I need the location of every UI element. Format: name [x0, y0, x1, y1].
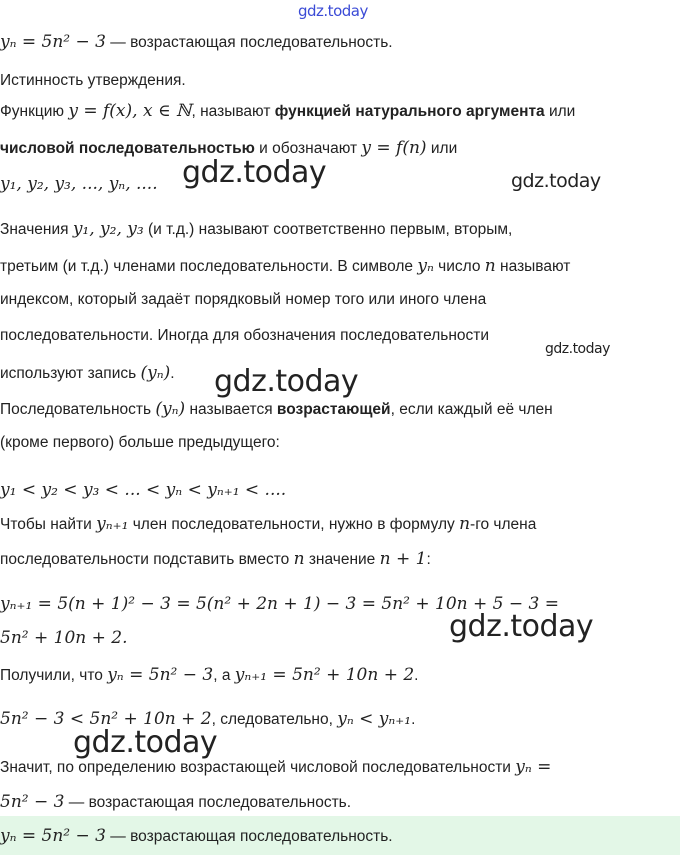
text: Чтобы найти	[0, 516, 97, 533]
watermark-top: gdz.today	[298, 2, 368, 20]
values-line-4: последовательности. Иногда для обозначения последовательности	[0, 327, 490, 344]
bold-term: числовой последовательностью	[0, 140, 255, 157]
values-line-2	[0, 256, 680, 276]
text: , а	[213, 667, 235, 684]
text: — возрастающая последовательность.	[64, 794, 352, 811]
formula: y₁ < y₂ < y₃ < ... < yₙ < yₙ₊₁ < ....	[0, 480, 287, 500]
heading-line	[0, 32, 680, 52]
formula: y₁, y₂, y₃	[72, 219, 144, 239]
definition-line-1	[0, 101, 680, 121]
compare-line	[0, 709, 680, 729]
formula: yₙ	[417, 256, 434, 276]
text: последовательности подставить вместо	[0, 551, 294, 568]
values-line-5	[0, 363, 680, 383]
watermark: gdz.today	[214, 364, 359, 399]
text: третьим (и т.д.) членами последовательности. В символе	[0, 258, 418, 275]
bold-term: функцией натурального аргумента	[274, 103, 545, 120]
formula: yₙ =	[515, 757, 552, 777]
definition-line-2	[0, 138, 680, 158]
find-line-1	[0, 514, 680, 534]
formula: yₙ₊₁	[96, 514, 129, 534]
formula: y = f(n)	[361, 138, 427, 158]
text: .	[411, 711, 416, 728]
text: член последовательности, нужно в формулу	[128, 516, 460, 533]
formula: (yₙ)	[155, 399, 186, 419]
watermark: gdz.today	[545, 341, 610, 357]
formula: y₁, y₂, y₃, ..., yₙ, ....	[0, 174, 158, 194]
text: (и т.д.) называют соответственно первым, вторым,	[143, 221, 513, 238]
definition-line-3	[0, 174, 680, 194]
text: Значения	[0, 221, 73, 238]
watermark: gdz.today	[73, 725, 218, 760]
formula: yₙ₊₁ = 5n² + 10n + 2	[234, 665, 415, 685]
text: Функцию	[0, 103, 69, 120]
formula: yₙ < yₙ₊₁	[337, 709, 412, 729]
text: , если каждый её член	[390, 401, 553, 418]
formula: n	[484, 256, 496, 276]
section-title: Истинность утверждения.	[0, 72, 186, 89]
text: :	[426, 551, 431, 568]
text: .	[170, 365, 175, 382]
values-line-3: индексом, который задаёт порядковый номер того или иного члена	[0, 291, 487, 308]
increasing-line-1	[0, 399, 680, 419]
text: Получили, что	[0, 667, 108, 684]
formula: yₙ = 5n² − 3	[107, 665, 214, 685]
conclusion-line-1	[0, 757, 680, 777]
values-line-1	[0, 219, 680, 239]
calc-line-1	[0, 594, 680, 614]
formula: y = f(x), x ∈ ℕ	[68, 101, 192, 121]
text: используют запись	[0, 365, 141, 382]
conclusion-line-2	[0, 792, 680, 812]
text: Последовательность	[0, 401, 156, 418]
formula: n + 1	[379, 549, 427, 569]
text: , называют	[191, 103, 275, 120]
text: -го члена	[470, 516, 537, 533]
watermark: gdz.today	[182, 155, 327, 190]
answer-text: — возрастающая последовательность.	[106, 828, 393, 845]
formula: 5n² − 3 < 5n² + 10n + 2	[0, 709, 212, 729]
find-line-2	[0, 549, 680, 569]
text: , следовательно,	[211, 711, 338, 728]
got-line	[0, 665, 680, 685]
formula: 5n² − 3	[0, 792, 65, 812]
heading-text: — возрастающая последовательность.	[106, 34, 393, 51]
answer-formula: yₙ = 5n² − 3	[0, 826, 106, 846]
text: называют	[495, 258, 571, 275]
calc-line-2	[0, 628, 680, 648]
text: значение	[304, 551, 380, 568]
bold-term: возрастающей	[276, 401, 391, 418]
watermark: gdz.today	[511, 170, 601, 192]
text: .	[414, 667, 419, 684]
text: или	[544, 103, 576, 120]
text: число	[433, 258, 485, 275]
increasing-chain	[0, 480, 680, 500]
text: или	[426, 140, 458, 157]
heading-formula: yₙ = 5n² − 3	[0, 32, 106, 52]
text: Значит, по определению возрастающей числовой последовательности	[0, 759, 516, 776]
formula: n	[293, 549, 305, 569]
text: и обозначают	[254, 140, 362, 157]
formula: 5n² + 10n + 2.	[0, 628, 128, 648]
formula: yₙ₊₁ = 5(n + 1)² − 3 = 5(n² + 2n + 1) − 3 = 5n² + 10n + 5 − 3 =	[0, 594, 560, 614]
increasing-line-2: (кроме первого) больше предыдущего:	[0, 434, 280, 451]
answer-box	[0, 816, 680, 855]
answer-line	[0, 826, 680, 846]
formula: n	[459, 514, 471, 534]
formula: (yₙ)	[140, 363, 171, 383]
watermark: gdz.today	[449, 609, 594, 644]
text: называется	[185, 401, 277, 418]
